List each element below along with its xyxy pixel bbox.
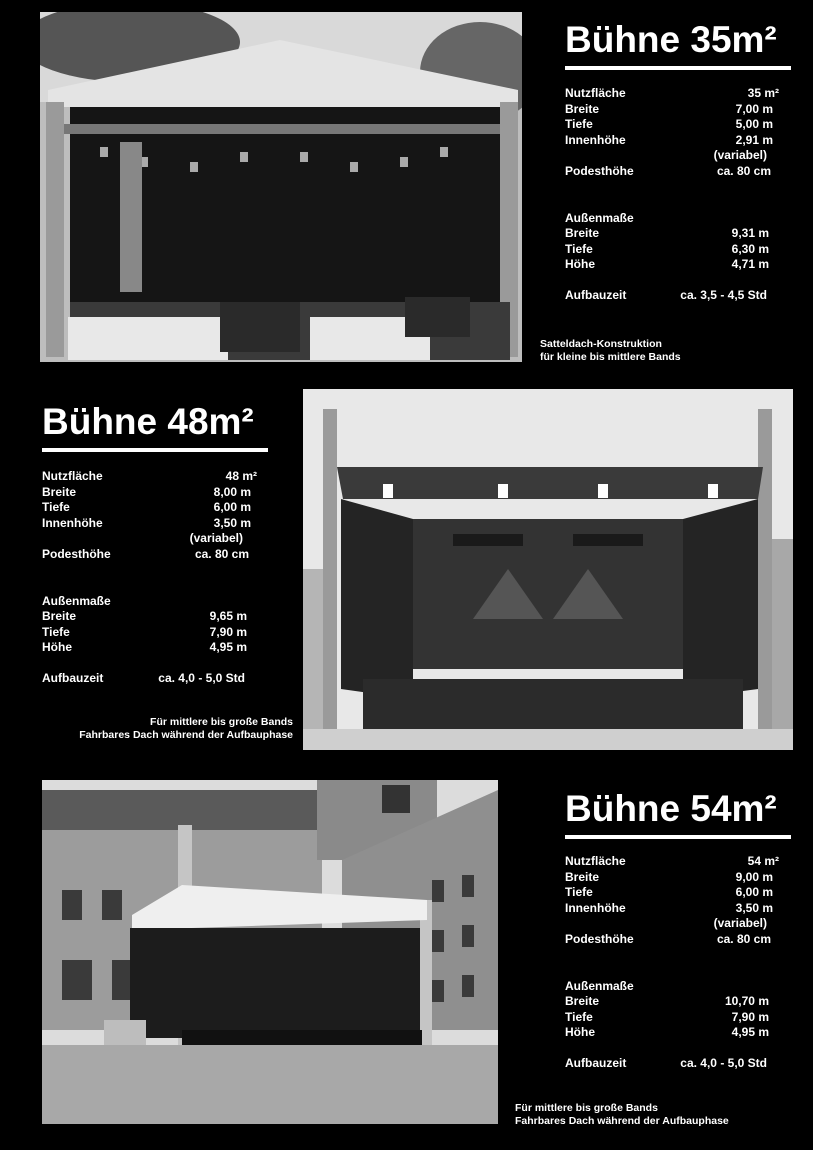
spec-value: 54 m² [747,854,779,868]
stage-35-photo [40,12,522,362]
spec-value: 35 m² [747,86,779,100]
spec-row [565,901,779,917]
outer-dimensions-heading: Außenmaße [42,593,111,608]
spec-row [565,242,779,258]
spec-label: Höhe [565,257,595,272]
spec-label: Innenhöhe [42,515,103,530]
spec-label: Aufbauzeit [565,1055,627,1070]
spec-row [565,102,779,118]
spec-value: 6,30 m [731,241,769,256]
stage-35-specs [565,86,779,304]
spec-label: Innenhöhe [565,900,626,915]
spec-value: 9,00 m [735,869,773,884]
spec-value: 6,00 m [735,885,773,900]
spec-label: Nutzfläche [42,469,103,483]
spec-value: 10,70 m [724,994,769,1009]
spec-label: Breite [565,869,600,884]
caption-line: Fahrbares Dach während der Aufbauphase [515,1115,729,1127]
spec-row [42,485,257,501]
spec-label: Podesthöhe [565,931,634,946]
stage-54-caption [515,1102,729,1128]
spec-row [565,994,779,1010]
spec-label: Breite [42,609,77,624]
setup-time-row [565,1056,779,1072]
stage-35-title: Bühne 35m² [565,20,791,70]
spec-label: Tiefe [565,117,593,132]
spec-label: Breite [565,226,600,241]
spec-label: Tiefe [565,241,593,256]
caption-line: für kleine bis mittlere Bands [540,351,681,363]
spec-value: ca. 80 cm [716,163,771,178]
spec-row [565,86,779,102]
spec-value: 4,95 m [209,640,247,655]
spec-label: Breite [42,484,77,499]
spec-value: 5,00 m [735,117,773,132]
spec-label: Aufbauzeit [565,287,627,302]
stage-48-specs [42,469,257,687]
spec-row [565,226,779,242]
spec-value: 7,90 m [209,624,247,639]
setup-time-row [42,671,257,687]
spec-label: Tiefe [565,1009,593,1024]
spec-row [565,870,779,886]
spec-row [42,500,257,516]
caption-line: Für mittlere bis große Bands [150,716,293,728]
stage-48-title: Bühne 48m² [42,402,268,452]
spec-row [42,531,257,547]
caption-line: Für mittlere bis große Bands [515,1102,658,1114]
spec-label: Podesthöhe [42,546,111,561]
spec-label: Aufbauzeit [42,670,104,685]
spec-value: 9,65 m [209,609,247,624]
spec-value: (variabel) [713,148,767,163]
spec-value: (variabel) [713,916,767,931]
spec-value: 3,50 m [735,900,773,915]
setup-time-row [565,288,779,304]
spec-value: 8,00 m [213,484,251,499]
spec-label: Innenhöhe [565,132,626,147]
stage-54-title: Bühne 54m² [565,789,791,839]
spec-label: Nutzfläche [565,854,626,868]
spec-label: Breite [565,101,600,116]
spec-label: Tiefe [42,500,70,515]
caption-line: Fahrbares Dach während der Aufbauphase [79,729,293,741]
caption-line: Satteldach-Konstruktion [540,338,662,350]
spec-value: ca. 4,0 - 5,0 Std [158,670,245,685]
spec-row [42,625,257,641]
spec-row [565,133,779,149]
outer-dimensions-heading: Außenmaße [565,978,634,993]
spec-row [565,885,779,901]
spec-value: 2,91 m [735,132,773,147]
spec-value: 6,00 m [213,500,251,515]
spec-value: ca. 80 cm [716,931,771,946]
spec-row [565,916,779,932]
stage-54-specs [565,854,779,1072]
spec-row [42,547,257,563]
spec-row [565,164,779,180]
spec-label: Höhe [42,640,72,655]
spec-label: Tiefe [42,624,70,639]
spec-value: 9,31 m [731,226,769,241]
spec-value: 3,50 m [213,515,251,530]
spec-value: 4,71 m [731,257,769,272]
spec-row [42,469,257,485]
spec-row [42,516,257,532]
spec-value: ca. 80 cm [194,546,249,561]
spec-row [565,1025,779,1041]
stage-54-photo [42,780,498,1124]
stage-48-photo [303,389,793,750]
spec-row [42,640,257,656]
stage-48-caption [62,716,293,742]
spec-value: 7,90 m [731,1009,769,1024]
spec-value: ca. 4,0 - 5,0 Std [680,1055,767,1070]
spec-label: Podesthöhe [565,163,634,178]
spec-label: Nutzfläche [565,86,626,100]
spec-value: 48 m² [225,469,257,483]
spec-value: 7,00 m [735,101,773,116]
spec-value: (variabel) [189,531,243,546]
spec-row [42,609,257,625]
spec-row [565,1010,779,1026]
spec-row [565,148,779,164]
spec-label: Breite [565,994,600,1009]
spec-row [565,932,779,948]
spec-label: Tiefe [565,885,593,900]
stage-35-caption [540,338,681,364]
outer-dimensions-heading: Außenmaße [565,210,634,225]
spec-value: 4,95 m [731,1025,769,1040]
spec-label: Höhe [565,1025,595,1040]
spec-row [565,257,779,273]
spec-row [565,854,779,870]
spec-value: ca. 3,5 - 4,5 Std [680,287,767,302]
spec-row [565,117,779,133]
